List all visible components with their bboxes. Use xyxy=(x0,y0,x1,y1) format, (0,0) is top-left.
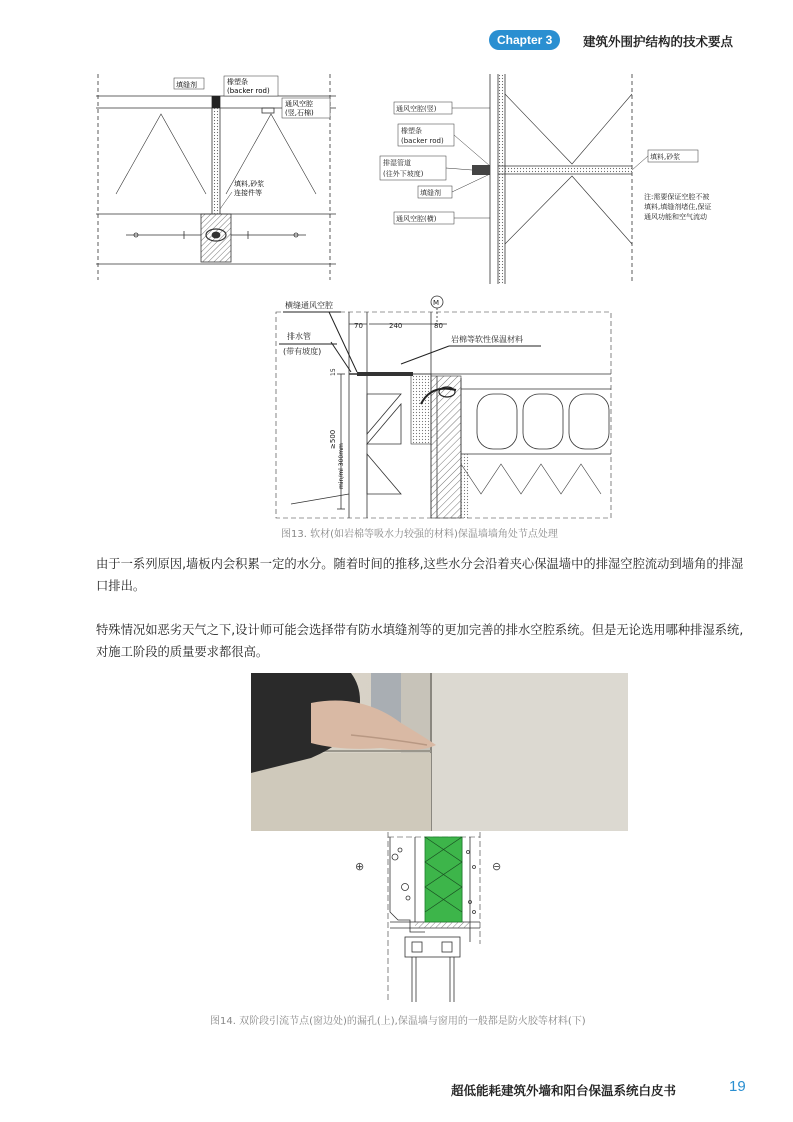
chapter-title: 建筑外围护结构的技术要点 xyxy=(583,34,734,49)
footer-book-title: 超低能耗建筑外墙和阳台保温系统白皮书 xyxy=(451,1083,677,1098)
dim-240: 240 xyxy=(389,322,403,330)
dim-80: 80 xyxy=(434,322,443,330)
dim-300: min/ml 300mm xyxy=(338,443,345,489)
label-horizontal-cavity: 横缝通风空腔 xyxy=(285,301,333,310)
minus-symbol: ⊖ xyxy=(492,860,502,873)
figure-14-caption: 图14. 双阶段引流节点(窗边处)的漏孔(上),保温墙与窗用的一般都是防火胶等材料(下) xyxy=(210,1016,586,1027)
joint-diagram-left xyxy=(96,74,336,280)
dim-500: ≥500 xyxy=(329,429,337,449)
label-vent-cavity: 通风空腔 xyxy=(285,100,313,108)
label-vent-cavity-note: (竖,石棉) xyxy=(285,109,314,117)
label-vent-vertical: 通风空腔(竖) xyxy=(396,105,437,113)
label-backer-rod: 橡塑条 xyxy=(227,78,248,86)
label-rockwool: 岩棉等软性保温材料 xyxy=(451,335,523,344)
page-number: 19 xyxy=(729,1078,746,1095)
note-line-2: 填料,填缝剂堵住,保证 xyxy=(644,203,712,211)
label-drain-pipe-note: (往外下坡度) xyxy=(383,170,424,178)
window-gap-photo xyxy=(251,673,628,831)
note-line-3: 通风功能和空气流动 xyxy=(644,213,707,221)
figure-13-corner-node xyxy=(271,294,613,520)
dim-70: 70 xyxy=(354,322,363,330)
label-filler: 填缝剂 xyxy=(176,81,197,89)
label-slope: (带有坡度) xyxy=(283,347,322,356)
plus-symbol: ⊕ xyxy=(355,860,365,873)
chapter-badge: Chapter 3 xyxy=(489,30,560,50)
label-filler-mortar: 填料,砂浆 xyxy=(234,180,265,188)
note-line-1: 注:需要保证空腔不被 xyxy=(644,193,710,201)
axis-label: M xyxy=(433,299,440,307)
label-filler-r: 填缝剂 xyxy=(420,189,441,197)
paragraph-1: 由于一系列原因,墙板内会积累一定的水分。随着时间的推移,这些水分会沿着夹心保温墙中的排湿空腔流动到墙角的排湿口排出。 xyxy=(96,557,744,593)
figure-13-caption: 图13. 软材(如岩棉等吸水力较强的材料)保温墙墙角处节点处理 xyxy=(281,529,558,540)
label-filler-mortar-r: 填料,砂浆 xyxy=(650,153,681,161)
label-drain-pipe: 排湿管道 xyxy=(383,159,411,167)
label-vent-horizontal: 通风空腔(横) xyxy=(396,215,437,223)
paragraph-2: 特殊情况如恶劣天气之下,设计师可能会选择带有防水填缝剂等的更加完善的排水空腔系统。但是无论选用哪种排湿系统,对施工阶段的质量要求都很高。 xyxy=(96,623,744,659)
dim-15: 15 xyxy=(330,368,337,376)
label-backer-rod-en: (backer rod) xyxy=(227,87,270,95)
label-connector: 连接件等 xyxy=(234,189,262,197)
joint-diagram-right xyxy=(372,74,744,284)
label-drain-pipe-13: 排水管 xyxy=(287,332,311,341)
label-backer-rod-en-r: (backer rod) xyxy=(401,137,444,145)
figure-14-window-node xyxy=(350,832,525,1002)
label-backer-rod-r: 橡塑条 xyxy=(401,127,422,135)
